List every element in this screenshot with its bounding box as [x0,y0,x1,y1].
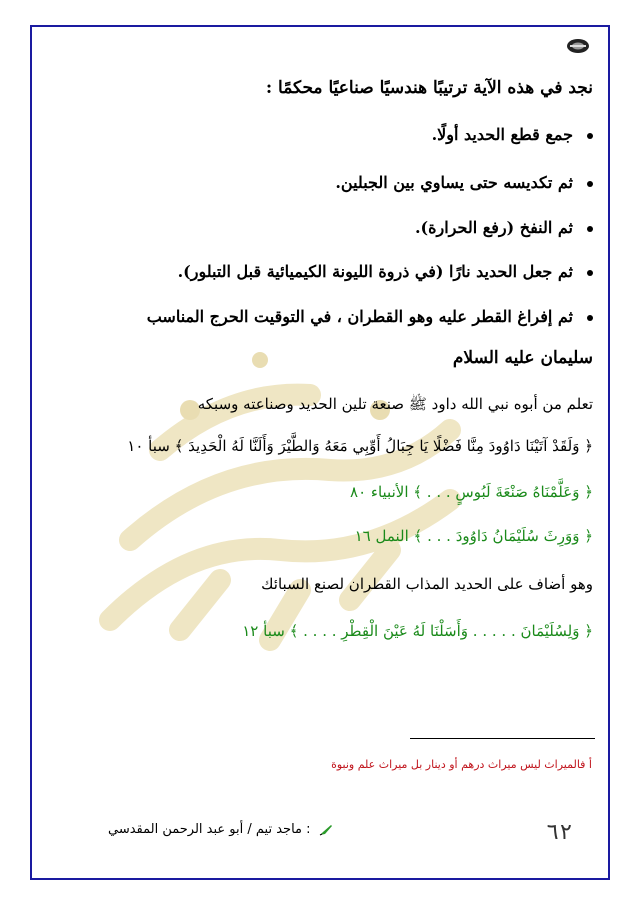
bullet-dot [587,226,593,232]
bullet-text: ثم جعل الحديد نارًا (في ذروة الليونة الكيميائية قبل التبلور). [177,262,573,281]
bullet-item-3 [415,218,593,237]
bridge-text: وهو أضاف على الحديد المذاب القطران لصنع السبائك [261,575,593,593]
author-name: : ماجد تيم / أبو عبد الرحمن المقدسي [108,822,311,837]
author-credit [108,822,333,837]
intro-text: تعلم من أبوه نبي الله داود ﷺ صنعة تلين الحديد وصناعته وسبكه [197,395,593,413]
section-title: سليمان عليه السلام [452,348,593,368]
bullet-dot [587,315,593,321]
bullet-dot [587,270,593,276]
pen-icon [319,824,333,836]
verse-saba-12: ﴿ وَلِسُلَيْمَانَ . . . . . وَأَسَلْنَا لَهُ عَيْنَ الْقِطْرِ . . . . ﴾ سبأ ١٢ [242,622,593,640]
bullet-item-2 [335,173,593,192]
verse-naml-16: ﴿ وَوَرِثَ سُلَيْمَانُ دَاوُودَ . . . ﴾ النمل ١٦ [354,527,593,545]
verse-anbiya-80: ﴿ وَعَلَّمْنَاهُ صَنْعَةَ لَبُوسٍ . . . ﴾ الأنبياء ٨٠ [350,483,593,501]
bullet-item-1 [432,125,593,144]
section-heading: نجد في هذه الآية ترتيبًا هندسيًا صناعيًا محكمًا : [265,78,593,98]
bullet-text: ثم تكديسه حتى يساوي بين الجبلين. [335,173,573,192]
page-corner-icon [566,38,590,54]
bullet-dot [587,133,593,139]
bullet-text: جمع قطع الحديد أولًا. [431,125,573,144]
bullet-text: ثم النفخ (رفع الحرارة). [414,218,573,237]
bullet-text: ثم إفراغ القطر عليه وهو القطران ، في التوقيت الحرج المناسب [146,307,573,326]
footnote-divider [410,738,595,739]
verse-saba-10: ﴿ وَلَقَدْ آتَيْنَا دَاوُودَ مِنَّا فَضْلًا يَا جِبَالُ أَوِّبِي مَعَهُ وَالطَّيْرَ وَأَلَنَّا لَهُ الْحَدِيدَ ﴾ سبأ ١٠ [127,437,593,455]
footnote-text: أ فالميراث ليس ميراث درهم أو دينار بل ميراث علم ونبوة [331,758,592,771]
bullet-item-5 [147,307,593,326]
page-number: ٦٢ [546,820,573,845]
bullet-dot [587,181,593,187]
bullet-item-4 [178,262,593,281]
